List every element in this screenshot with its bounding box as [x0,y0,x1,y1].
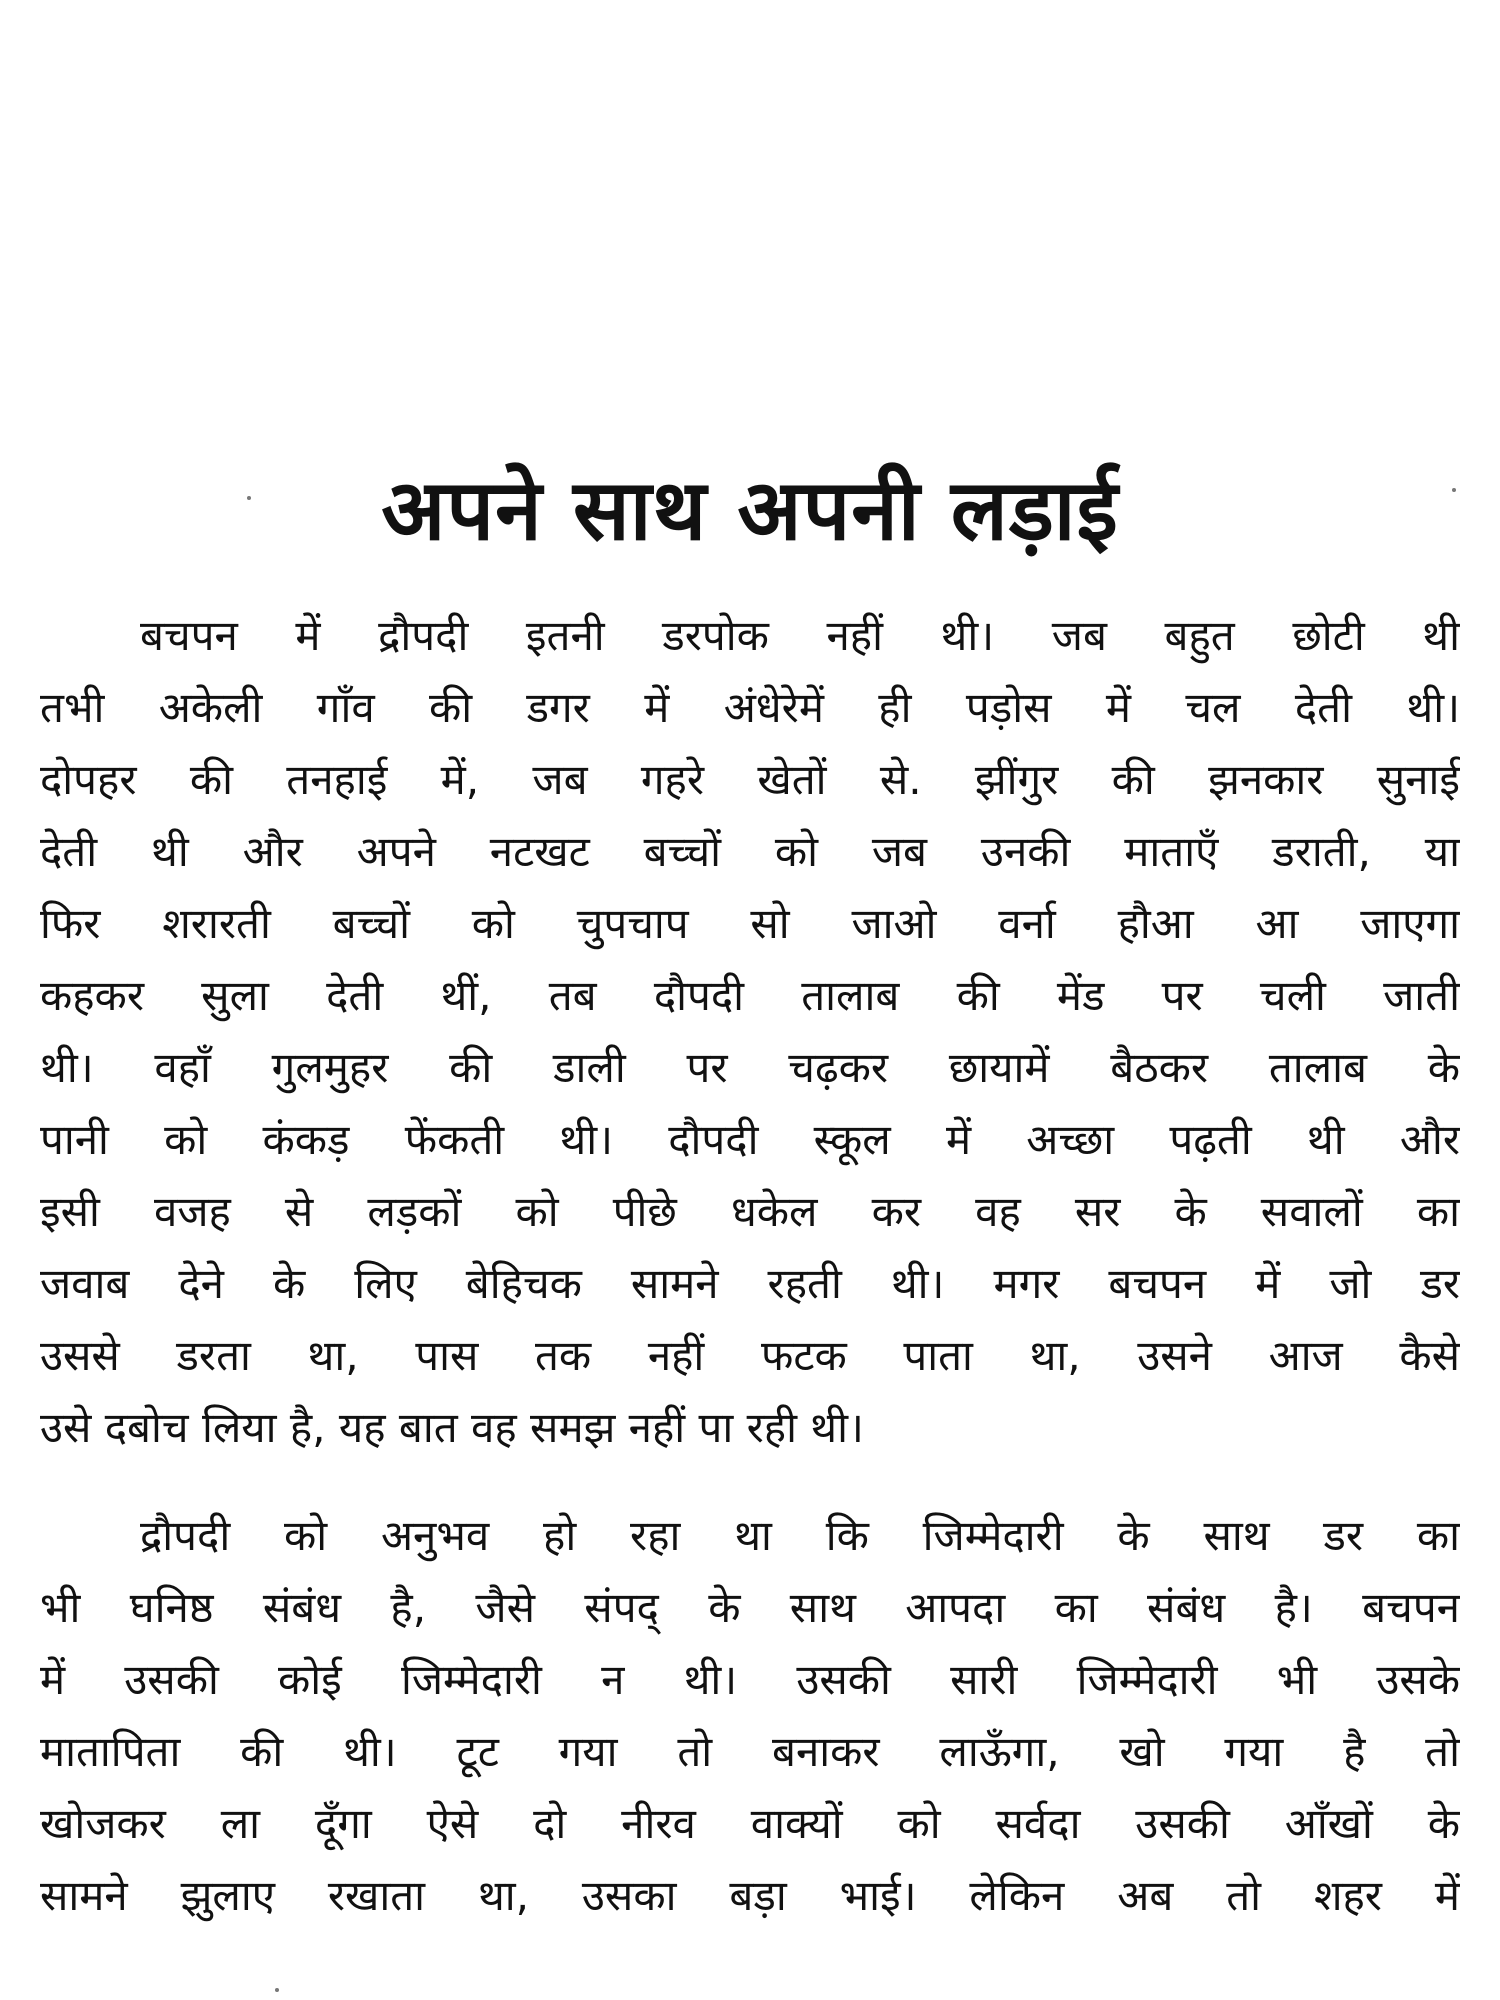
paragraph-1 [40,600,1460,1464]
text-line: भी घनिष्ठ संबंध है, जैसे संपद् के साथ आपदा का संबंध है। बचपन [40,1583,1460,1632]
text-line: कहकर सुला देती थीं, तब दौपदी तालाब की मेंड पर चली जाती [40,971,1460,1020]
scan-speck [247,496,251,500]
text-line: उससे डरता था, पास तक नहीं फटक पाता था, उसने आज कैसे [40,1331,1460,1380]
text-line: खोजकर ला दूँगा ऐसे दो नीरव वाक्यों को सर्वदा उसकी आँखों के [40,1799,1460,1848]
text-line: थी। वहाँ गुलमुहर की डाली पर चढ़कर छायामें बैठकर तालाब के [40,1043,1460,1092]
text-line: सामने झुलाए रखाता था, उसका बड़ा भाई। लेकिन अब तो शहर में [40,1871,1460,1920]
text-line: में उसकी कोई जिम्मेदारी न थी। उसकी सारी जिम्मेदारी भी उसके [40,1655,1460,1704]
text-line: पानी को कंकड़ फेंकती थी। दौपदी स्कूल में अच्छा पढ़ती थी और [40,1115,1460,1164]
text-line: दोपहर की तनहाई में, जब गहरे खेतों से. झींगुर की झनकार सुनाई [40,755,1460,804]
text-line: उसे दबोच लिया है, यह बात वह समझ नहीं पा रही थी। [40,1403,864,1452]
text-line: देती थी और अपने नटखट बच्चों को जब उनकी माताएँ डराती, या [40,827,1460,876]
scan-speck [275,1988,279,1992]
text-line: बचपन में द्रौपदी इतनी डरपोक नहीं थी। जब बहुत छोटी थी [140,611,1460,660]
paragraph-2 [40,1500,1460,1932]
text-line: तभी अकेली गाँव की डगर में अंधेरेमें ही पड़ोस में चल देती थी। [40,683,1460,732]
text-line: जवाब देने के लिए बेहिचक सामने रहती थी। मगर बचपन में जो डर [40,1259,1460,1308]
text-line: इसी वजह से लड़कों को पीछे धकेल कर वह सर के सवालों का [40,1187,1460,1236]
scan-speck [1452,488,1456,492]
text-line: मातापिता की थी। टूट गया तो बनाकर लाऊँगा, खो गया है तो [40,1727,1460,1776]
page-title: अपने साथ अपनी लड़ाई [381,461,1119,559]
text-line: द्रौपदी को अनुभव हो रहा था कि जिम्मेदारी के साथ डर का [140,1511,1460,1560]
text-line: फिर शरारती बच्चों को चुपचाप सो जाओ वर्ना हौआ आ जाएगा [40,899,1460,948]
